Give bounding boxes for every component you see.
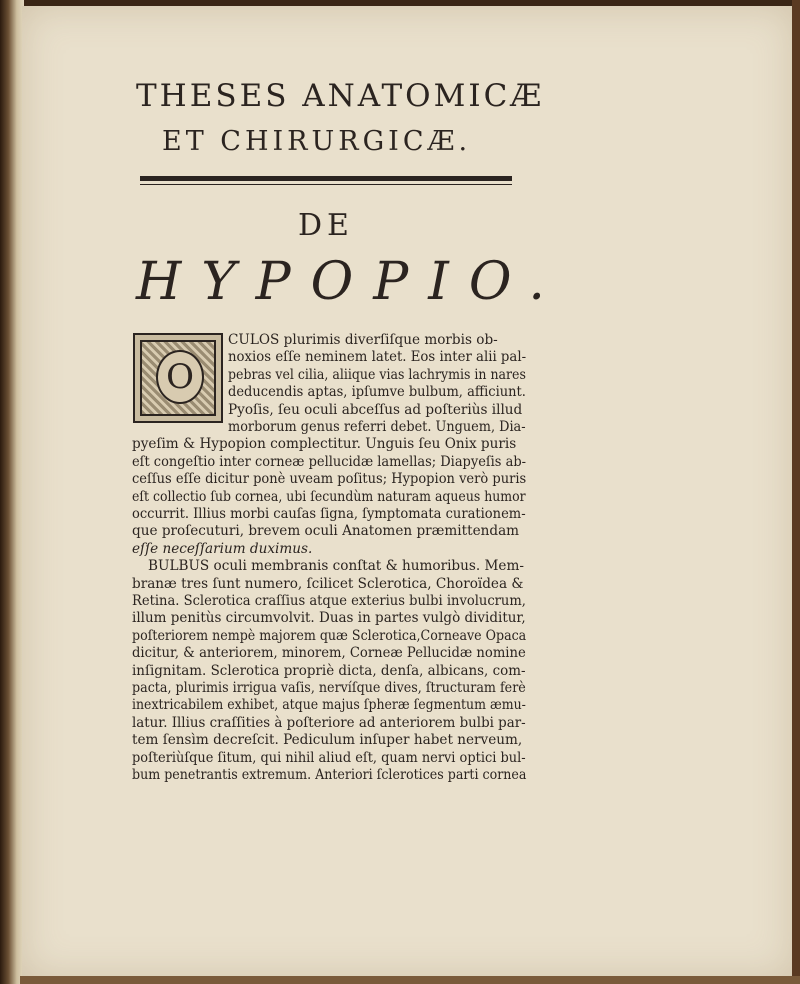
body-line: tem ſensìm decreſcit. Pediculum inſuper habet nerveum, bbox=[132, 732, 523, 749]
ornamental-rule-thin bbox=[140, 184, 512, 185]
body-line: pyeſim & Hypopion complectitur. Unguis ſeu Onix puris bbox=[132, 436, 517, 453]
heading-de: DE bbox=[298, 208, 354, 243]
decorated-initial bbox=[133, 333, 223, 423]
body-line: latur. Illius craſſities à poſteriore ad anteriorem bulbi par- bbox=[132, 714, 526, 731]
body-line: deducendis aptas, ipſumve bulbum, afficiunt. bbox=[228, 384, 526, 401]
body-line: morborum genus referri debet. Unguem, Dia- bbox=[228, 419, 526, 435]
body-line: poſteriorem nempè majorem quæ Sclerotica,Corneave Opaca bbox=[132, 627, 527, 644]
decorated-initial-letter: O bbox=[156, 350, 204, 404]
body-line: bum penetrantis extremum. Anteriori ſclerotices parti cornea bbox=[132, 767, 527, 783]
body-line: eſt collectio ſub cornea, ubi ſecundùm naturam aqueus humor bbox=[132, 488, 526, 505]
body-line: eſt congeſtio inter corneæ pellucidæ lamellas; Diapyeſis ab- bbox=[132, 453, 527, 470]
page-edge-bottom bbox=[20, 976, 800, 984]
body-line: occurrit. Illius morbi cauſas ſigna, ſymptomata curationem- bbox=[132, 506, 526, 522]
body-line: CULOS plurimis diverſiſque morbis ob- bbox=[228, 332, 498, 348]
body-line: inextricabilem exhibet, atque majus ſpheræ ſegmentum æmu- bbox=[132, 697, 526, 714]
body-line: noxios eſſe neminem latet. Eos inter alii pal- bbox=[228, 349, 527, 366]
heading-theses: THESES ANATOMICÆ bbox=[136, 78, 545, 114]
body-line: que proſecuturi, brevem oculi Anatomen præmittendam bbox=[132, 523, 520, 540]
body-line: pacta, plurimis irrigua vaſis, nervíſque dives, ſtructuram ferè bbox=[132, 680, 526, 696]
body-line: ceſſus eſſe dicitur ponè uveam poſitus; Hypopion verò puris bbox=[132, 471, 527, 488]
decorated-initial-border bbox=[140, 340, 216, 416]
body-line: dicitur, & anteriorem, minorem, Corneæ Pellucidæ nomine bbox=[132, 645, 526, 662]
page-edge-right bbox=[792, 0, 800, 984]
body-line: Pyoſis, ſeu oculi abceſſus ad poſteriùs illud bbox=[228, 401, 523, 418]
body-line: branæ tres ſunt numero, ſcilicet Sclerotica, Choroïdea & bbox=[132, 575, 524, 592]
body-line: BULBUS oculi membranis conſtat & humoribus. Mem- bbox=[148, 558, 524, 575]
body-line: illum penitùs circumvolvit. Duas in partes vulgò dividitur, bbox=[132, 610, 526, 627]
body-line: inſignitam. Sclerotica propriè dicta, denſa, albicans, com- bbox=[132, 662, 526, 679]
heading-hypopio: HYPOPIO. bbox=[136, 252, 565, 312]
body-line: pebras vel cilia, aliique vias lachrymis in nares bbox=[228, 366, 526, 383]
heading-chirurgicae: ET CHIRURGICÆ. bbox=[162, 126, 472, 157]
body-line: Retina. Sclerotica craſſius atque exterius bulbi involucrum, bbox=[132, 593, 526, 609]
book-gutter bbox=[0, 0, 24, 984]
body-line: poſteriùſque ſitum, qui nihil aliud eſt, quam nervi optici bul- bbox=[132, 749, 526, 766]
ornamental-rule bbox=[140, 176, 512, 181]
body-line: eſſe neceſſarium duximus. bbox=[132, 540, 313, 557]
